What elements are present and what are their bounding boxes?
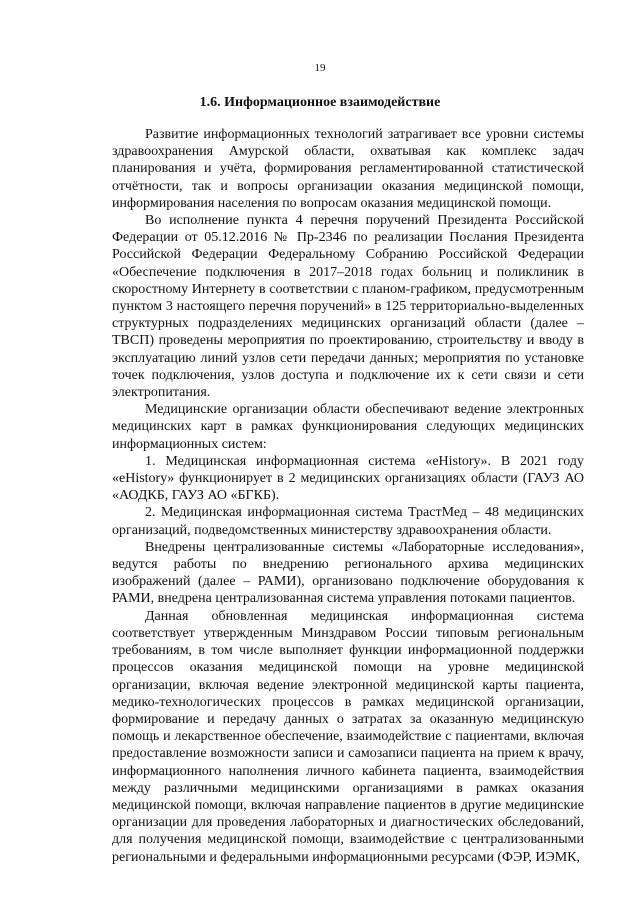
paragraph-ehistory: 1. Медицинская информационная система «eHistory». В 2021 году «eHistory» функционирует в 2 медицинских организациях области (ГАУЗ АО «АОДКБ, ГАУЗ АО «БГКБ). <box>112 453 584 504</box>
paragraph-presidential-order: Во исполнение пункта 4 перечня поручений Президента Российской Федерации от 05.12.2016 № Пр-2346 по реализации Послания Президента Российской Федерации Федеральному Собранию Российской Федерации «Обеспечение подключения в 2017–2018 годах больниц и поликлиник в скоростному Интернету в соответствии с планом-графиком, предусмотренным пунктом 3 настоящего перечня поручений» в 125 территориально-выделенных структурных подразделениях медицинских организаций области (далее – ТВСП) проведены мероприятия по проектированию, строительству и вводу в эксплуатацию линий узлов сети передачи данных; мероприятия по установке точек подключения, узлов доступа и подключение их к сети связи и сети электропитания. <box>112 213 584 401</box>
paragraph-it-development: Развитие информационных технологий затрагивает все уровни системы здравоохранения Амурской области, охватывая как комплекс задач планирования и учёта, формирования регламентированной статистической отчётности, так и вопросы организации оказания медицинской помощи, информирования населения по вопросам оказания медицинской помощи. <box>112 127 584 211</box>
paragraph-system-compliance: Данная обновленная медицинская информационная система соответствует утвержденным Минздравом России типовым региональным требованиям, в том числе выполняет функции информационной поддержки процессов оказания медицинской помощи на уровне медицинской организации, включая ведение электронной медицинской карты пациента, медико-технологических процессов в рамках медицинской организации, формирование и передачу данных о затратах за оказанную медицинскую помощь и лекарственное обеспечение, взаимодействие с пациентами, включая предоставление возможности записи и самозаписи пациента на прием к врачу, информационного наполнения личного кабинета пациента, взаимодействия между различными медицинскими организациями в рамках оказания медицинской помощи, включая направление пациентов в другие медицинские организации для проведения лабораторных и диагностических обследований, для получения медицинской помощи, взаимодействие с централизованными региональными и федеральными информационными ресурсами (ФЭР, ИЭМК, <box>112 608 584 865</box>
paragraph-electronic-records: Медицинские организации области обеспечивают ведение электронных медицинских карт в рамках функционирования следующих медицинских информационных систем: <box>112 402 584 452</box>
page-number: 19 <box>314 62 326 74</box>
paragraph-trastmed: 2. Медицинская информационная система ТрастМед – 48 медицинских организаций, подведомственных министерству здравоохранения области. <box>112 505 584 538</box>
body-text <box>112 126 584 866</box>
section-title: 1.6. Информационное взаимодействие <box>199 95 441 110</box>
paragraph-centralized-systems: Внедрены централизованные системы «Лабораторные исследования», ведутся работы по внедрению регионального архива медицинских изображений (далее – РАМИ), организовано подключение оборудования к РАМИ, внедрена централизованная система управления потоками пациентов. <box>112 539 584 607</box>
